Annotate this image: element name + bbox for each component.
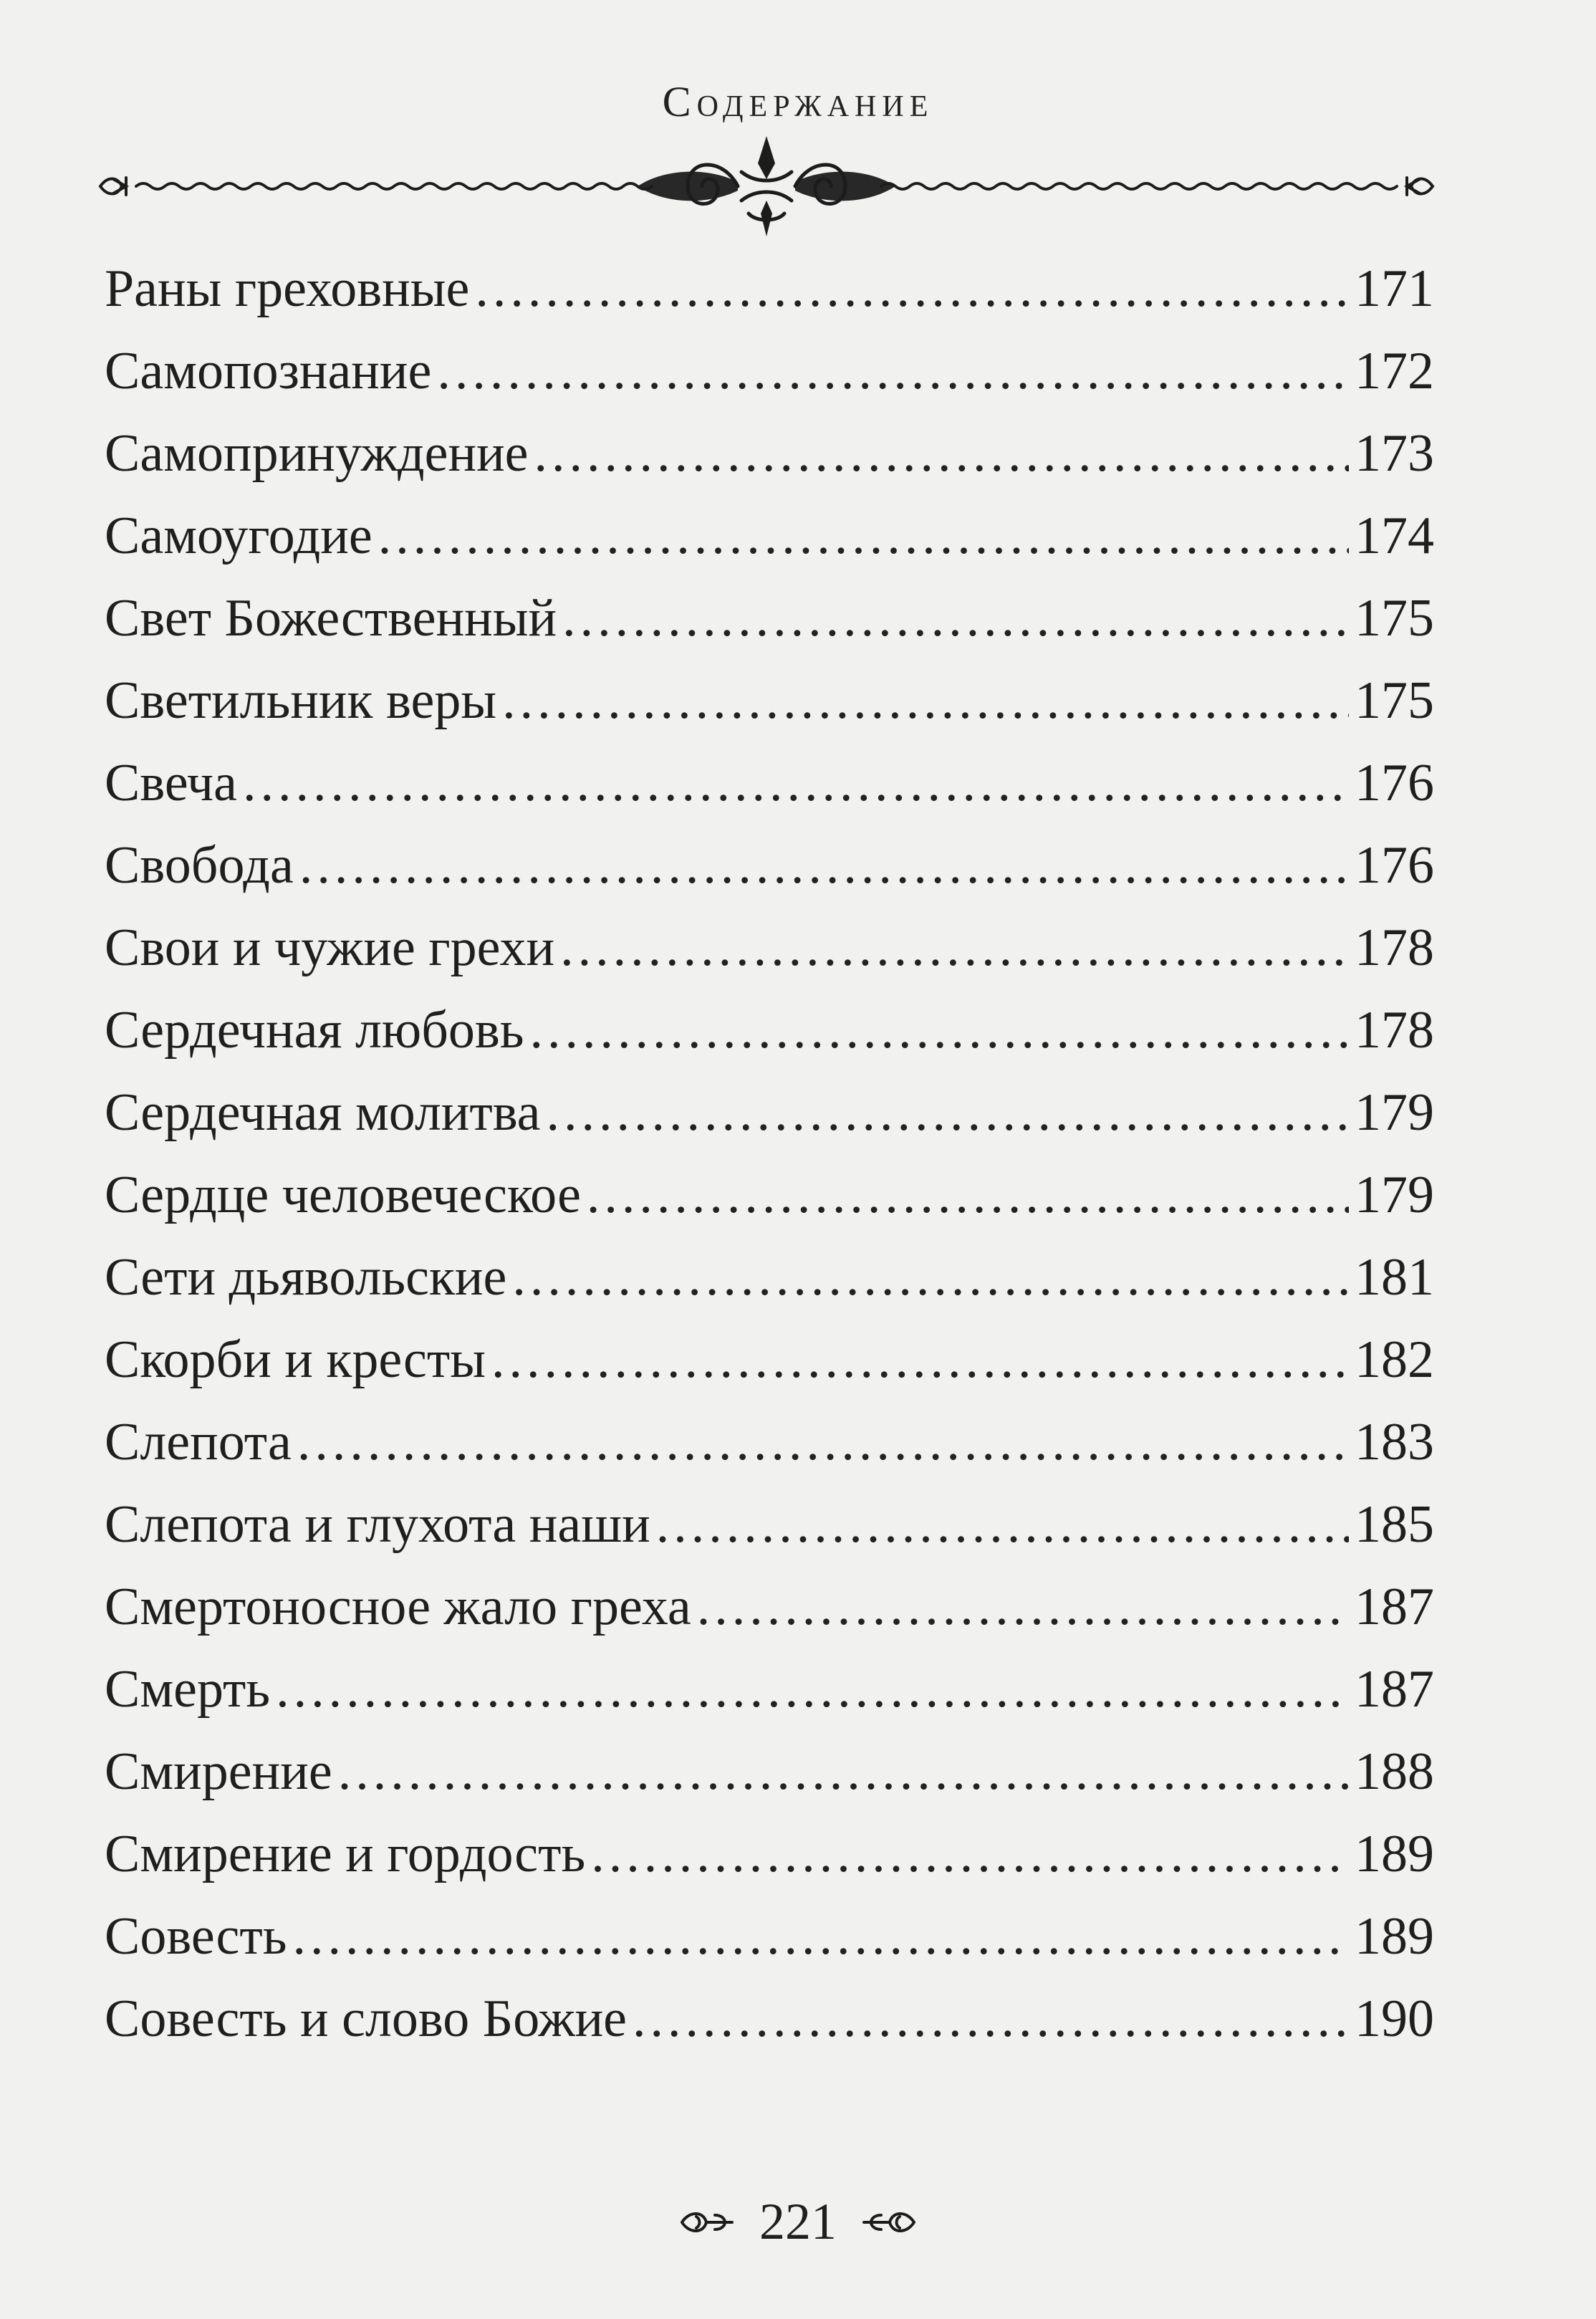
toc-dot-leader	[656, 1498, 1349, 1551]
toc-dot-leader	[299, 839, 1349, 892]
toc-entry-page: 176	[1355, 753, 1434, 812]
toc-entry	[105, 494, 1434, 577]
toc-dot-leader	[633, 1992, 1349, 2045]
toc-dot-leader	[297, 1416, 1349, 1469]
toc-dot-leader	[560, 921, 1349, 974]
toc-entry-page: 173	[1355, 423, 1434, 483]
toc-entry	[105, 1565, 1434, 1648]
toc-entry	[105, 330, 1434, 412]
toc-entry	[105, 1236, 1434, 1318]
toc-entry-page: 171	[1355, 259, 1434, 318]
toc-dot-leader	[591, 1828, 1349, 1881]
toc-dot-leader	[530, 1004, 1349, 1057]
toc-entry-title: Самопринуждение	[105, 423, 529, 483]
toc-entry-title: Совесть	[105, 1906, 287, 1966]
toc-entry-title: Самоугодие	[105, 506, 372, 565]
toc-entry-title: Смирение и гордость	[105, 1824, 586, 1883]
toc-dot-leader	[437, 345, 1349, 398]
toc-entry-page: 189	[1355, 1906, 1434, 1966]
toc-entry-title: Скорби и кресты	[105, 1330, 486, 1389]
toc-entry	[105, 1153, 1434, 1236]
toc-entry-page: 174	[1355, 506, 1434, 565]
toc-entry-title: Свобода	[105, 835, 294, 895]
toc-entry-page: 183	[1355, 1412, 1434, 1471]
page-footer	[0, 2192, 1596, 2252]
toc-dot-leader	[512, 1251, 1349, 1304]
toc-entry-page: 182	[1355, 1330, 1434, 1389]
toc-entry-title: Свет Божественный	[105, 588, 557, 648]
toc-entry-page: 179	[1355, 1165, 1434, 1224]
toc-entry	[105, 989, 1434, 1071]
toc-entry-title: Смерть	[105, 1659, 271, 1719]
toc-entry-title: Раны греховные	[105, 259, 470, 318]
toc-entry	[105, 1977, 1434, 2060]
toc-entry-title: Сердечная любовь	[105, 1000, 524, 1060]
toc-entry	[105, 1648, 1434, 1730]
toc-entry	[105, 412, 1434, 494]
page-header-title: Содержание	[662, 78, 934, 125]
toc-dot-leader	[587, 1168, 1349, 1221]
toc-entry-page: 172	[1355, 341, 1434, 400]
toc-entry-page: 190	[1355, 1989, 1434, 2048]
toc-entry-title: Смирение	[105, 1742, 332, 1801]
toc-entry-page: 175	[1355, 671, 1434, 730]
toc-entry-title: Слепота и глухота наши	[105, 1494, 650, 1554]
toc-dot-leader	[338, 1745, 1349, 1798]
toc-entry	[105, 1483, 1434, 1565]
toc-dot-leader	[475, 262, 1349, 315]
toc-entry	[105, 741, 1434, 824]
toc-entry-page: 187	[1355, 1659, 1434, 1719]
toc-entry-page: 179	[1355, 1082, 1434, 1142]
toc-entry	[105, 659, 1434, 741]
toc-entry-title: Сердечная молитва	[105, 1082, 541, 1142]
toc-entry	[105, 247, 1434, 330]
toc-dot-leader	[502, 674, 1349, 727]
toc-entry-title: Сети дьявольские	[105, 1247, 507, 1307]
toc-entry-page: 185	[1355, 1494, 1434, 1554]
toc-entry-title: Светильник веры	[105, 671, 497, 730]
toc-dot-leader	[547, 1086, 1349, 1139]
toc-dot-leader	[697, 1580, 1349, 1633]
toc-entry-page: 178	[1355, 1000, 1434, 1060]
toc-entry-page: 181	[1355, 1247, 1434, 1307]
toc-entry	[105, 906, 1434, 989]
toc-dot-leader	[276, 1663, 1349, 1716]
toc-entry-title: Совесть и слово Божие	[105, 1989, 628, 2048]
flourish-right-icon	[857, 2201, 921, 2244]
toc-entry	[105, 1895, 1434, 1977]
toc-entry	[105, 1813, 1434, 1895]
toc-dot-leader	[243, 757, 1349, 810]
toc-entry	[105, 824, 1434, 906]
toc-entry-title: Свеча	[105, 753, 237, 812]
toc-entry-title: Сердце человеческое	[105, 1165, 581, 1224]
flourish-divider-icon	[93, 129, 1440, 244]
toc-dot-leader	[292, 1910, 1349, 1963]
flourish-left-icon	[675, 2201, 739, 2244]
toc-dot-leader	[562, 592, 1349, 645]
toc-entry	[105, 1730, 1434, 1813]
toc-entry-page: 176	[1355, 835, 1434, 895]
toc-dot-leader	[378, 509, 1349, 562]
toc-entry-page: 178	[1355, 918, 1434, 977]
toc-entry	[105, 1318, 1434, 1401]
toc-entry-title: Самопознание	[105, 341, 432, 400]
toc-entry-title: Свои и чужие грехи	[105, 918, 555, 977]
toc-entry	[105, 577, 1434, 659]
toc-entry-page: 188	[1355, 1742, 1434, 1801]
toc-entry	[105, 1401, 1434, 1483]
toc-entry-page: 175	[1355, 588, 1434, 648]
page-number: 221	[759, 2193, 837, 2250]
toc-dot-leader	[534, 427, 1349, 480]
toc-dot-leader	[491, 1333, 1349, 1386]
toc-entry-title: Смертоносное жало греха	[105, 1577, 691, 1636]
toc-entry	[105, 1071, 1434, 1153]
toc-entry-page: 189	[1355, 1824, 1434, 1883]
table-of-contents	[105, 247, 1434, 2060]
toc-entry-page: 187	[1355, 1577, 1434, 1636]
toc-entry-title: Слепота	[105, 1412, 292, 1471]
